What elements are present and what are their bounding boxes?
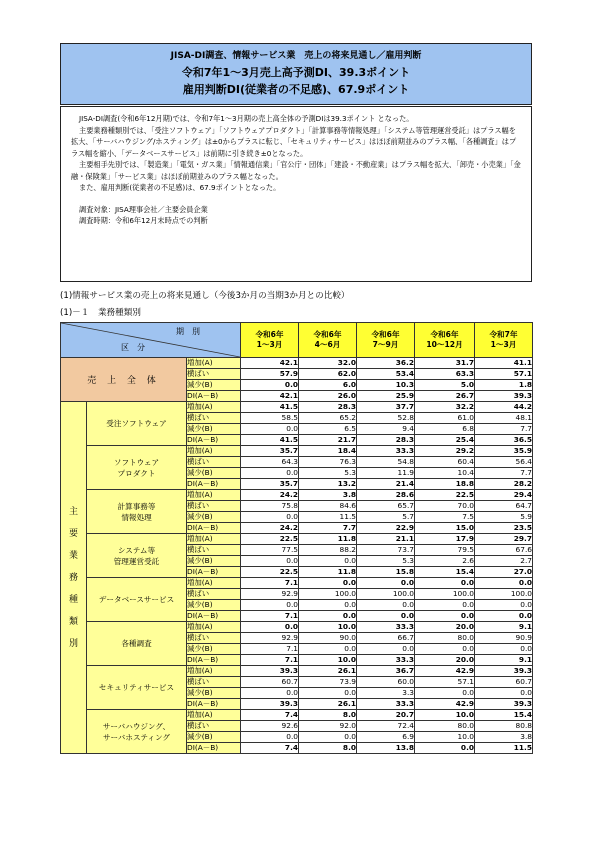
value-cell: 63.3 <box>415 369 475 380</box>
value-cell: 7.1 <box>241 578 299 589</box>
value-cell: 28.3 <box>357 435 415 446</box>
value-cell: 2.7 <box>475 556 533 567</box>
category-name-line-2: プロダクト <box>117 468 156 478</box>
row-label: 減少(B) <box>187 380 241 391</box>
category-name <box>87 446 187 490</box>
value-cell: 6.0 <box>299 380 357 391</box>
value-cell: 77.5 <box>241 545 299 556</box>
value-cell: 0.0 <box>299 556 357 567</box>
value-cell: 65.2 <box>299 413 357 424</box>
value-cell: 48.1 <box>475 413 533 424</box>
value-cell: 0.0 <box>357 578 415 589</box>
value-cell: 0.0 <box>475 611 533 622</box>
row-label: 減少(B) <box>187 600 241 611</box>
period-header: 令和6年 10～12月 <box>415 323 475 358</box>
value-cell: 84.6 <box>299 501 357 512</box>
value-cell: 100.0 <box>475 589 533 600</box>
value-cell: 0.0 <box>415 578 475 589</box>
value-cell: 7.1 <box>241 644 299 655</box>
value-cell: 22.5 <box>241 534 299 545</box>
value-cell: 92.0 <box>299 721 357 732</box>
value-cell: 39.3 <box>241 699 299 710</box>
value-cell: 5.0 <box>415 380 475 391</box>
value-cell: 32.2 <box>415 402 475 413</box>
business-type-table <box>60 322 533 754</box>
category-name <box>87 710 187 754</box>
row-label: 横ばい <box>187 545 241 556</box>
row-label: 増加(A) <box>187 578 241 589</box>
value-cell: 80.0 <box>415 633 475 644</box>
value-cell: 35.7 <box>241 446 299 457</box>
value-cell: 100.0 <box>357 589 415 600</box>
value-cell: 0.0 <box>299 644 357 655</box>
category-name-line-2: サーバホスティング <box>102 732 171 742</box>
value-cell: 60.7 <box>475 677 533 688</box>
category-name <box>87 622 187 666</box>
value-cell: 18.8 <box>415 479 475 490</box>
value-cell: 0.0 <box>357 644 415 655</box>
value-cell: 35.7 <box>241 479 299 490</box>
row-label: 減少(B) <box>187 468 241 479</box>
table-row <box>61 402 533 413</box>
value-cell: 17.9 <box>415 534 475 545</box>
value-cell: 80.0 <box>415 721 475 732</box>
value-cell: 64.3 <box>241 457 299 468</box>
value-cell: 37.7 <box>357 402 415 413</box>
summary-paragraph-1: JISA-DI調査(令和6年12月期)では、令和7年1～3月期の売上高全体の予測DIは39.3ポイント となった。 <box>79 114 414 123</box>
table-row <box>61 358 533 369</box>
row-label: 減少(B) <box>187 424 241 435</box>
value-cell: 60.0 <box>357 677 415 688</box>
value-cell: 13.2 <box>299 479 357 490</box>
value-cell: 28.6 <box>357 490 415 501</box>
value-cell: 0.0 <box>299 600 357 611</box>
value-cell: 39.3 <box>241 666 299 677</box>
value-cell: 60.7 <box>241 677 299 688</box>
table-row <box>61 490 533 501</box>
value-cell: 57.1 <box>415 677 475 688</box>
value-cell: 0.0 <box>415 688 475 699</box>
value-cell: 8.0 <box>299 710 357 721</box>
category-name-line-2: 管理運営受託 <box>113 556 160 566</box>
value-cell: 20.0 <box>415 622 475 633</box>
value-cell: 0.0 <box>415 743 475 754</box>
value-cell: 62.0 <box>299 369 357 380</box>
subsection-heading: (1)－１ 業務種類別 <box>60 308 141 318</box>
value-cell: 22.5 <box>241 567 299 578</box>
value-cell: 11.8 <box>299 534 357 545</box>
value-cell: 36.2 <box>357 358 415 369</box>
row-label: DI(A－B) <box>187 479 241 490</box>
table-row <box>61 446 533 457</box>
row-label: 横ばい <box>187 633 241 644</box>
category-name <box>87 534 187 578</box>
value-cell: 72.4 <box>357 721 415 732</box>
value-cell: 0.0 <box>415 611 475 622</box>
total-sales-label: 売 上 全 体 <box>61 358 187 402</box>
summary-paragraph-2: 主要業務種類別では、「受注ソフトウェア」「ソフトウェアプロダクト」「計算事務等情報処理」「システム等管理運営受託」はプラス幅を拡大、「サーバハウジング/ホスティング」は±0からプラスに転じ、「セキュリティサービス」はほぼ前期並みのプラス幅、「各種調査」はプラス幅を縮小、「データベースサービス」は前期に引き続き±0となった。 <box>71 125 517 158</box>
value-cell: 7.7 <box>475 424 533 435</box>
value-cell: 0.0 <box>241 622 299 633</box>
title-line-2: 令和7年1～3月売上高予測DI、39.3ポイント <box>181 66 411 79</box>
value-cell: 29.4 <box>475 490 533 501</box>
value-cell: 25.9 <box>357 391 415 402</box>
row-label: DI(A－B) <box>187 435 241 446</box>
value-cell: 22.9 <box>357 523 415 534</box>
value-cell: 10.0 <box>299 655 357 666</box>
value-cell: 73.9 <box>299 677 357 688</box>
value-cell: 6.9 <box>357 732 415 743</box>
value-cell: 36.7 <box>357 666 415 677</box>
value-cell: 26.0 <box>299 391 357 402</box>
value-cell: 22.5 <box>415 490 475 501</box>
value-cell: 90.9 <box>475 633 533 644</box>
summary-paragraph-4: また、雇用判断(従業者の不足感)は、67.9ポイントとなった。 <box>79 183 281 192</box>
value-cell: 0.0 <box>241 424 299 435</box>
value-cell: 9.1 <box>475 655 533 666</box>
value-cell: 0.0 <box>357 611 415 622</box>
vertical-char: 別 <box>68 638 78 649</box>
value-cell: 39.3 <box>475 666 533 677</box>
value-cell: 0.0 <box>299 578 357 589</box>
value-cell: 7.7 <box>475 468 533 479</box>
value-cell: 3.8 <box>299 490 357 501</box>
value-cell: 41.5 <box>241 402 299 413</box>
row-label: DI(A－B) <box>187 523 241 534</box>
value-cell: 36.5 <box>475 435 533 446</box>
value-cell: 11.8 <box>299 567 357 578</box>
category-name-line-1: セキュリティサービス <box>98 683 175 692</box>
value-cell: 0.0 <box>241 512 299 523</box>
value-cell: 41.5 <box>241 435 299 446</box>
value-cell: 28.2 <box>475 479 533 490</box>
value-cell: 57.9 <box>241 369 299 380</box>
value-cell: 0.0 <box>299 688 357 699</box>
row-label: 横ばい <box>187 589 241 600</box>
value-cell: 0.0 <box>241 688 299 699</box>
value-cell: 0.0 <box>475 600 533 611</box>
value-cell: 92.9 <box>241 589 299 600</box>
value-cell: 7.1 <box>241 655 299 666</box>
table-row <box>61 622 533 633</box>
value-cell: 0.0 <box>241 556 299 567</box>
category-name-line-1: システム等 <box>117 545 156 555</box>
category-name-line-1: ソフトウェア <box>113 457 160 467</box>
value-cell: 0.0 <box>299 732 357 743</box>
value-cell: 21.4 <box>357 479 415 490</box>
value-cell: 11.9 <box>357 468 415 479</box>
value-cell: 7.7 <box>299 523 357 534</box>
table-row <box>61 578 533 589</box>
kubun-header-label: 区 分 <box>121 343 145 352</box>
value-cell: 9.1 <box>475 622 533 633</box>
value-cell: 24.2 <box>241 523 299 534</box>
value-cell: 57.1 <box>475 369 533 380</box>
value-cell: 75.8 <box>241 501 299 512</box>
value-cell: 18.4 <box>299 446 357 457</box>
value-cell: 6.8 <box>415 424 475 435</box>
value-cell: 54.8 <box>357 457 415 468</box>
row-label: 横ばい <box>187 369 241 380</box>
row-label: 増加(A) <box>187 622 241 633</box>
summary-paragraph-3: 主要相手先別では、「製造業」「電気・ガス業」「情報通信業」「官公庁・団体」「建設・不動産業」はプラス幅を拡大、「卸売・小売業」「金融・保険業」「サービス業」はほぼ前期並みのプラス幅となった。 <box>71 160 521 181</box>
value-cell: 76.3 <box>299 457 357 468</box>
value-cell: 5.9 <box>475 512 533 523</box>
value-cell: 5.3 <box>299 468 357 479</box>
value-cell: 33.3 <box>357 622 415 633</box>
category-name-line-1: データベースサービス <box>98 595 175 604</box>
value-cell: 31.7 <box>415 358 475 369</box>
value-cell: 23.5 <box>475 523 533 534</box>
value-cell: 60.4 <box>415 457 475 468</box>
value-cell: 3.8 <box>475 732 533 743</box>
value-cell: 64.7 <box>475 501 533 512</box>
row-label: 減少(B) <box>187 556 241 567</box>
value-cell: 7.4 <box>241 743 299 754</box>
value-cell: 29.2 <box>415 446 475 457</box>
value-cell: 53.4 <box>357 369 415 380</box>
value-cell: 67.6 <box>475 545 533 556</box>
value-cell: 8.0 <box>299 743 357 754</box>
row-label: 増加(A) <box>187 490 241 501</box>
category-name <box>87 490 187 534</box>
survey-date: 調査時期：令和6年12月末時点での判断 <box>79 216 208 225</box>
value-cell: 79.5 <box>415 545 475 556</box>
title-box <box>60 43 532 105</box>
value-cell: 100.0 <box>415 589 475 600</box>
value-cell: 15.4 <box>475 710 533 721</box>
value-cell: 5.3 <box>357 556 415 567</box>
value-cell: 52.8 <box>357 413 415 424</box>
value-cell: 0.0 <box>241 468 299 479</box>
value-cell: 0.0 <box>475 644 533 655</box>
value-cell: 0.0 <box>241 600 299 611</box>
period-header-label: 期 別 <box>176 327 201 336</box>
value-cell: 58.5 <box>241 413 299 424</box>
value-cell: 39.3 <box>475 699 533 710</box>
value-cell: 80.8 <box>475 721 533 732</box>
value-cell: 39.3 <box>475 391 533 402</box>
vertical-char: 務 <box>68 572 78 583</box>
value-cell: 24.2 <box>241 490 299 501</box>
table-row <box>61 534 533 545</box>
value-cell: 26.7 <box>415 391 475 402</box>
row-label: 減少(B) <box>187 732 241 743</box>
table-row <box>61 666 533 677</box>
value-cell: 66.7 <box>357 633 415 644</box>
value-cell: 0.0 <box>357 600 415 611</box>
period-header: 令和6年 4～6月 <box>299 323 357 358</box>
value-cell: 92.9 <box>241 633 299 644</box>
value-cell: 32.0 <box>299 358 357 369</box>
survey-target: 調査対象：JISA理事会社／主要会員企業 <box>79 204 208 214</box>
vertical-char: 主 <box>68 506 78 517</box>
row-label: DI(A－B) <box>187 743 241 754</box>
value-cell: 33.3 <box>357 446 415 457</box>
row-label: DI(A－B) <box>187 699 241 710</box>
period-header: 令和6年 1～3月 <box>241 323 299 358</box>
title-line-1: JISA-DI調査、情報サービス業 売上の将来見通し／雇用判断 <box>170 51 422 61</box>
value-cell: 61.0 <box>415 413 475 424</box>
row-label: 横ばい <box>187 457 241 468</box>
value-cell: 0.0 <box>241 732 299 743</box>
value-cell: 10.0 <box>415 732 475 743</box>
value-cell: 92.6 <box>241 721 299 732</box>
value-cell: 15.0 <box>415 523 475 534</box>
row-label: 横ばい <box>187 677 241 688</box>
value-cell: 5.7 <box>357 512 415 523</box>
row-label: 横ばい <box>187 413 241 424</box>
corner-diagonal <box>61 323 240 357</box>
value-cell: 0.0 <box>475 578 533 589</box>
value-cell: 10.0 <box>415 710 475 721</box>
value-cell: 11.5 <box>475 743 533 754</box>
category-name-line-2: 情報処理 <box>121 512 152 522</box>
category-name <box>87 578 187 622</box>
value-cell: 73.7 <box>357 545 415 556</box>
value-cell: 26.1 <box>299 699 357 710</box>
table-row <box>61 710 533 721</box>
value-cell: 15.8 <box>357 567 415 578</box>
value-cell: 90.0 <box>299 633 357 644</box>
value-cell: 26.1 <box>299 666 357 677</box>
value-cell: 0.0 <box>241 380 299 391</box>
value-cell: 35.9 <box>475 446 533 457</box>
row-label: DI(A－B) <box>187 567 241 578</box>
value-cell: 88.2 <box>299 545 357 556</box>
value-cell: 6.5 <box>299 424 357 435</box>
row-label: DI(A－B) <box>187 611 241 622</box>
value-cell: 7.4 <box>241 710 299 721</box>
category-name-line-1: 各種調査 <box>121 639 152 648</box>
value-cell: 0.0 <box>415 600 475 611</box>
value-cell: 21.7 <box>299 435 357 446</box>
value-cell: 44.2 <box>475 402 533 413</box>
row-label: 減少(B) <box>187 688 241 699</box>
section-heading: (1)情報サービス業の売上の将来見通し（今後3か月の当期3か月との比較） <box>60 291 350 301</box>
value-cell: 0.0 <box>415 644 475 655</box>
value-cell: 20.7 <box>357 710 415 721</box>
value-cell: 100.0 <box>299 589 357 600</box>
table-corner-header <box>61 323 241 358</box>
value-cell: 0.0 <box>475 688 533 699</box>
value-cell: 27.0 <box>475 567 533 578</box>
value-cell: 10.4 <box>415 468 475 479</box>
row-label: 横ばい <box>187 721 241 732</box>
value-cell: 65.7 <box>357 501 415 512</box>
row-label: 増加(A) <box>187 534 241 545</box>
vertical-char: 類 <box>68 616 78 627</box>
row-label: 減少(B) <box>187 644 241 655</box>
value-cell: 11.5 <box>299 512 357 523</box>
value-cell: 33.3 <box>357 655 415 666</box>
row-label: 増加(A) <box>187 666 241 677</box>
value-cell: 33.3 <box>357 699 415 710</box>
value-cell: 20.0 <box>415 655 475 666</box>
value-cell: 42.9 <box>415 666 475 677</box>
row-label: DI(A－B) <box>187 391 241 402</box>
value-cell: 42.9 <box>415 699 475 710</box>
value-cell: 2.6 <box>415 556 475 567</box>
row-label: 増加(A) <box>187 710 241 721</box>
vertical-char: 業 <box>68 550 78 561</box>
value-cell: 10.0 <box>299 622 357 633</box>
value-cell: 56.4 <box>475 457 533 468</box>
value-cell: 42.1 <box>241 358 299 369</box>
value-cell: 7.5 <box>415 512 475 523</box>
title-line-3: 雇用判断DI(従業者の不足感)、67.9ポイント <box>182 83 410 96</box>
category-name-line-1: 計算事務等 <box>117 501 156 511</box>
value-cell: 7.1 <box>241 611 299 622</box>
row-label: 減少(B) <box>187 512 241 523</box>
summary-box <box>60 106 532 282</box>
row-label: DI(A－B) <box>187 655 241 666</box>
value-cell: 1.8 <box>475 380 533 391</box>
row-label: 横ばい <box>187 501 241 512</box>
category-group-label <box>61 402 87 754</box>
value-cell: 42.1 <box>241 391 299 402</box>
vertical-char: 種 <box>68 594 78 605</box>
value-cell: 41.1 <box>475 358 533 369</box>
row-label: 増加(A) <box>187 358 241 369</box>
value-cell: 29.7 <box>475 534 533 545</box>
value-cell: 3.3 <box>357 688 415 699</box>
category-name <box>87 666 187 710</box>
value-cell: 10.3 <box>357 380 415 391</box>
value-cell: 25.4 <box>415 435 475 446</box>
vertical-char: 要 <box>68 528 78 539</box>
period-header: 令和7年 1～3月 <box>475 323 533 358</box>
category-name <box>87 402 187 446</box>
value-cell: 21.1 <box>357 534 415 545</box>
value-cell: 9.4 <box>357 424 415 435</box>
value-cell: 13.8 <box>357 743 415 754</box>
value-cell: 70.0 <box>415 501 475 512</box>
category-name-line-1: サーバハウジング、 <box>102 721 171 731</box>
period-header: 令和6年 7～9月 <box>357 323 415 358</box>
value-cell: 15.4 <box>415 567 475 578</box>
row-label: 増加(A) <box>187 402 241 413</box>
row-label: 増加(A) <box>187 446 241 457</box>
value-cell: 0.0 <box>299 611 357 622</box>
category-name-line-1: 受注ソフトウェア <box>106 419 167 428</box>
value-cell: 28.3 <box>299 402 357 413</box>
